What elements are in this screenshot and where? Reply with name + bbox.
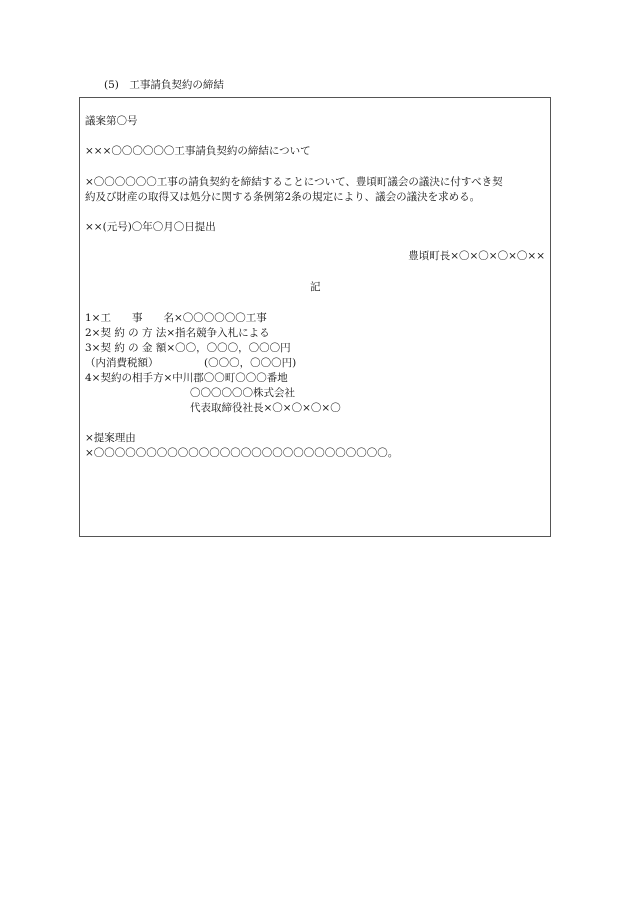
item-contractor-representative: 代表取締役社長×〇×〇×〇×〇 (190, 402, 341, 414)
item-construction-name: 1×工 事 名×〇〇〇〇〇〇工事 (85, 312, 267, 324)
item-contractor-address: 4×契約の相手方×中川郡〇〇町〇〇〇番地 (85, 372, 288, 384)
body-line-2: 約及び財産の取得又は処分に関する条例第2条の規定により、議会の議決を求める。 (85, 191, 481, 203)
bill-title: ×××〇〇〇〇〇〇工事請負契約の締結について (85, 145, 311, 157)
body-line-1: ×〇〇〇〇〇〇工事の請負契約を締結することについて、豊頃町議会の議決に付すべき契 (85, 176, 503, 188)
ki-mark: 記 (310, 281, 321, 293)
item-tax-value: (〇〇〇，〇〇〇円) (204, 357, 297, 369)
submission-date: ××(元号)〇年〇月〇日提出 (85, 221, 216, 233)
bill-number: 議案第〇号 (85, 115, 138, 127)
reason-heading: ×提案理由 (85, 432, 136, 444)
item-tax-label: （内消費税額） (85, 357, 159, 369)
item-contractor-company: 〇〇〇〇〇〇株式会社 (190, 387, 295, 399)
mayor-signature: 豊頃町長×〇×〇×〇×〇×× (408, 250, 545, 262)
item-contract-method: 2×契 約 の 方 法×指名競争入札による (85, 327, 270, 339)
reason-text: ×〇〇〇〇〇〇〇〇〇〇〇〇〇〇〇〇〇〇〇〇〇〇〇〇〇〇〇〇。 (85, 447, 399, 459)
section-heading: (5) 工事請負契約の締結 (104, 79, 224, 91)
item-contract-amount: 3×契 約 の 金 額×〇〇，〇〇〇，〇〇〇円 (85, 342, 291, 354)
